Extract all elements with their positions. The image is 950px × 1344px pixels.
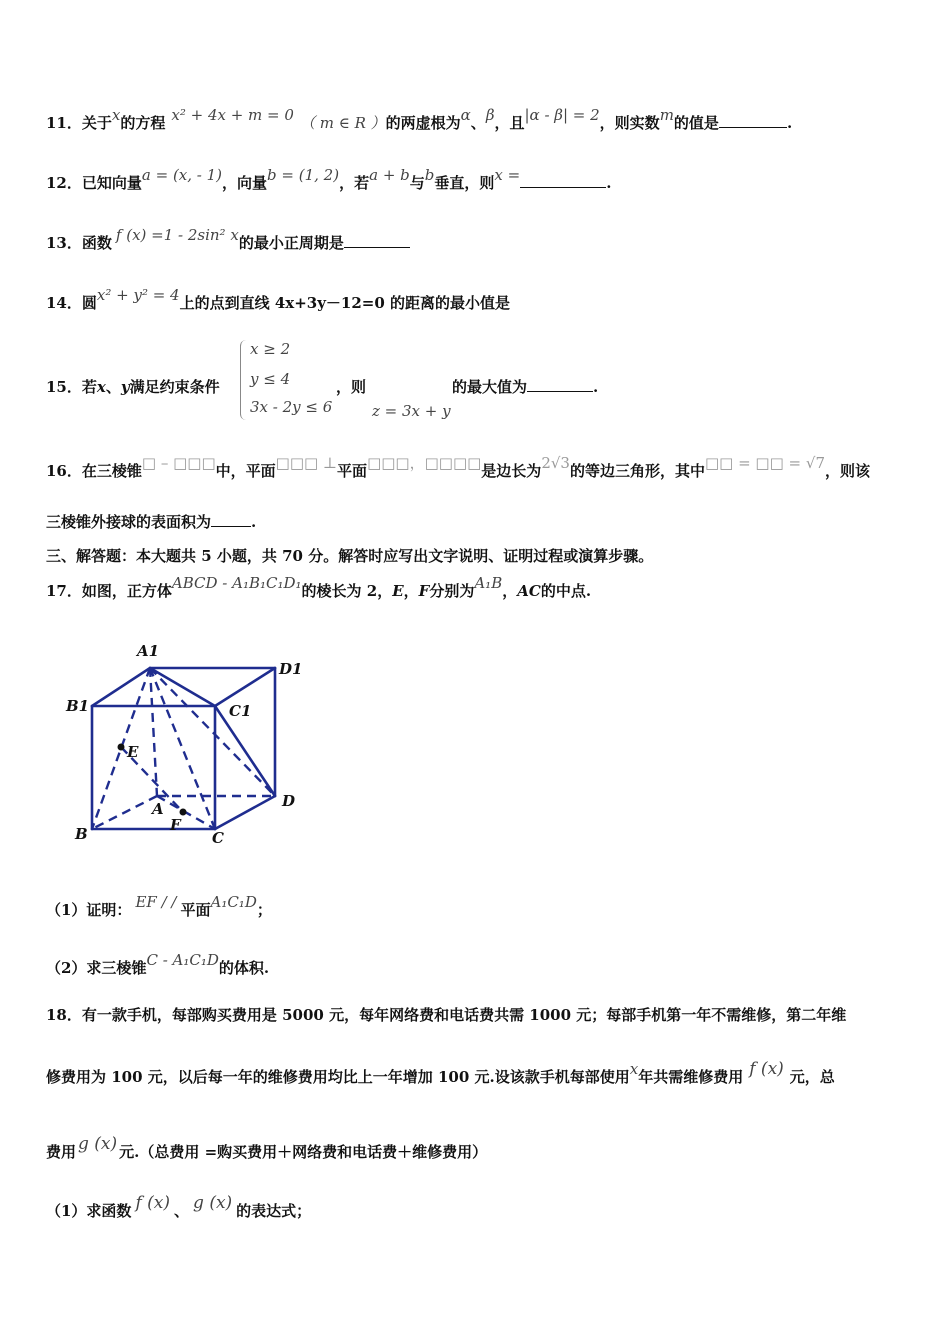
text: 关于 (81, 114, 112, 132)
garbled-symbols: □□□□ (424, 454, 482, 472)
answer-blank (520, 173, 606, 188)
math-alpha: α (460, 106, 471, 124)
text: 函数 (81, 234, 112, 252)
label-b: B (75, 825, 88, 843)
answer-blank (211, 512, 251, 527)
math-gx: g (x) (193, 1193, 233, 1213)
question-number: 13． (46, 234, 82, 252)
math-sum: a + b (369, 166, 410, 184)
math-side: 2√3 (541, 454, 570, 472)
question-number: 14． (46, 294, 82, 312)
label-a1: A1 (137, 642, 160, 660)
text: ，若 (339, 174, 370, 192)
edge-b1-a1 (92, 668, 150, 706)
math-m: m (659, 106, 674, 124)
math-vector-b: b = (1, 2) (267, 166, 340, 184)
text: 的体积. (218, 959, 270, 977)
edge-c1-d1 (215, 668, 275, 706)
label-d: D (282, 792, 296, 810)
point-f (180, 809, 187, 816)
text: ，向量 (222, 174, 268, 192)
text: ，则实数 (599, 114, 660, 132)
question-18-line-2 (46, 1059, 835, 1087)
text: ，且 (494, 114, 525, 132)
text: （2）求三棱锥 (46, 959, 147, 977)
math-ef: EF / / (135, 893, 177, 911)
math-fx: f (x) (749, 1059, 784, 1079)
answer-blank (719, 113, 787, 128)
question-16-line-2 (46, 511, 256, 532)
math-equation: x² + 4x + m = 0 (171, 106, 294, 124)
label-b1: B1 (66, 697, 90, 715)
edge-c-d (215, 796, 275, 829)
point-e (118, 744, 125, 751)
text: 元.（总费用 =购买费用＋网络费和电话费＋维修费用） (119, 1143, 488, 1161)
question-17 (46, 574, 592, 601)
question-18 (46, 1004, 846, 1025)
math-gx: g (x) (78, 1134, 118, 1154)
question-16 (46, 454, 870, 481)
question-number: 11． (46, 114, 82, 132)
text: 若 (81, 378, 97, 396)
math-plane: A₁C₁D (210, 893, 257, 911)
edge-a1-d (150, 668, 275, 796)
text: . (593, 378, 599, 396)
objective: z = 3x + y (372, 402, 451, 420)
constraint-3: 3x - 2y ≤ 6 (250, 398, 333, 416)
text: 在三棱锥 (81, 462, 142, 480)
question-11 (46, 106, 793, 133)
math-x: x (111, 106, 121, 124)
var-x: x (96, 378, 106, 396)
label-c1: C1 (229, 702, 252, 720)
garbled-symbols: □ – □□□ (141, 454, 216, 472)
text: 、 (105, 378, 121, 396)
constraint-1: x ≥ 2 (250, 340, 291, 358)
math-beta: β (485, 106, 495, 124)
label-c: C (212, 829, 224, 847)
math-x: x (629, 1060, 639, 1078)
math-condition: （ m ∈ R ） (299, 114, 386, 132)
text: ，则 (336, 378, 367, 396)
text: 有一款手机，每部购买费用是 5000 元，每年网络费和电话费共需 1000 元；每部手机第一年不需维修，第二年维 (81, 1006, 847, 1024)
text: 的最大值为 (452, 378, 528, 396)
text: . (606, 174, 612, 192)
question-15-text (46, 376, 220, 397)
text: 元，总 (789, 1068, 835, 1086)
question-number: 15． (46, 378, 82, 396)
text: 的最小正周期是 (238, 234, 344, 252)
answer-blank (527, 377, 593, 392)
math-pyramid: C - A₁C₁D (146, 951, 219, 969)
text: 的中点. (540, 582, 592, 600)
text: 年共需维修费用 (638, 1068, 744, 1086)
text: 的两虚根为 (385, 114, 461, 132)
garbled-symbols: □□□ ⊥ (275, 454, 338, 472)
text: （1）求函数 (46, 1202, 132, 1220)
text: 的表达式； (236, 1202, 312, 1220)
text: 修费用为 100 元，以后每一年的维修费用均比上一年增加 100 元.设该款手机每部使用 (46, 1068, 630, 1086)
text: 垂直，则 (434, 174, 495, 192)
math-a1b: A₁B (474, 574, 503, 592)
text: 圆 (81, 294, 97, 312)
text: 是边长为 (481, 462, 542, 480)
question-number: 16． (46, 462, 82, 480)
text: 如图，正方体 (81, 582, 172, 600)
text: 的值是 (673, 114, 719, 132)
text: 分别为 (429, 582, 475, 600)
var-f: F (418, 582, 430, 600)
var-ac: AC (517, 582, 541, 600)
text: ，则该 (824, 462, 870, 480)
var-y: y (120, 378, 130, 396)
question-number: 17． (46, 582, 82, 600)
question-number: 12． (46, 174, 82, 192)
math-vector-a: a = (x, - 1) (141, 166, 223, 184)
text: 三棱锥外接球的表面积为 (46, 513, 212, 531)
text: 中，平面 (215, 462, 276, 480)
math-abs: |α - β| = 2 (524, 106, 600, 124)
question-17-part-1 (46, 893, 272, 920)
text: ， (403, 582, 419, 600)
edge-a1-a (150, 668, 157, 796)
text: 平面 (337, 462, 368, 480)
text: 的棱长为 2， (301, 582, 393, 600)
garbled-symbols: □□□， (367, 454, 425, 472)
math-circle: x² + y² = 4 (96, 286, 180, 304)
text: 上的点到直线 4x+3y－12=0 的距离的最小值是 (179, 294, 511, 312)
question-14 (46, 286, 511, 313)
math-x-eq: x = (494, 166, 521, 184)
text: （1）证明： (46, 901, 132, 919)
label-e: E (127, 743, 139, 761)
text: 、 (470, 114, 486, 132)
text: . (786, 114, 793, 132)
label-a: A (152, 800, 164, 818)
math-fx: f (x) (135, 1193, 171, 1213)
text: 与 (409, 174, 425, 192)
text: 的等边三角形，其中 (569, 462, 705, 480)
text: 的方程 (120, 114, 166, 132)
text: ， (502, 582, 518, 600)
question-number: 18． (46, 1006, 82, 1024)
math-cube: ABCD - A₁B₁C₁D₁ (171, 574, 302, 592)
constraint-2: y ≤ 4 (250, 370, 291, 388)
answer-blank (344, 233, 410, 248)
garbled-symbols: □□ = □□ = √7 (704, 454, 825, 472)
question-18-line-3 (46, 1134, 488, 1162)
question-18-part-1 (46, 1193, 312, 1221)
text: 平面 (180, 901, 211, 919)
question-13 (46, 226, 410, 253)
brace (240, 340, 247, 420)
text: ； (256, 901, 272, 919)
text: 已知向量 (81, 174, 142, 192)
question-12 (46, 166, 612, 193)
section-heading: 三、解答题：本大题共 5 小题，共 70 分。解答时应写出文字说明、证明过程或演算步骤。 (46, 547, 654, 565)
math-b: b (424, 166, 435, 184)
text: . (251, 513, 257, 531)
var-e: E (392, 582, 404, 600)
label-f: F (170, 816, 181, 834)
label-d1: D1 (279, 660, 303, 678)
cube-figure (56, 636, 336, 856)
text: 费用 (46, 1143, 77, 1161)
math-function: f (x) =1 - 2sin² x (115, 226, 239, 244)
text: 满足约束条件 (129, 378, 220, 396)
text: 、 (174, 1202, 190, 1220)
question-17-part-2 (46, 951, 270, 978)
